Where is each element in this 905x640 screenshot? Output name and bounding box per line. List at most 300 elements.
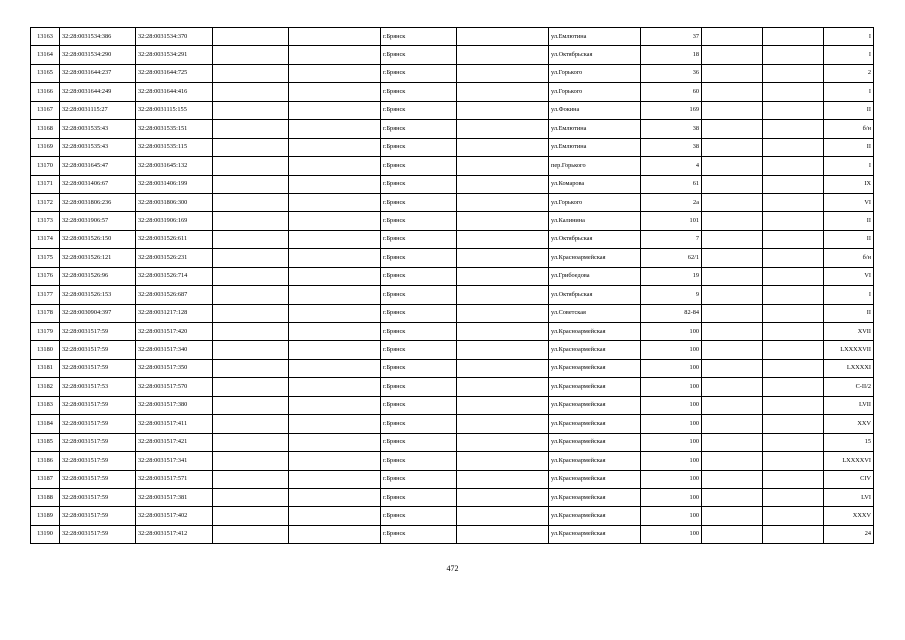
land-cadastral-cell: 32:28:0031526:150 [60, 230, 136, 248]
empty-cell [213, 286, 289, 304]
classification-cell: CIV [824, 470, 874, 488]
empty-cell [289, 249, 381, 267]
classification-cell: б/н [824, 120, 874, 138]
record-number-cell: 13188 [31, 488, 60, 506]
classification-cell: C-II/2 [824, 378, 874, 396]
land-cadastral-cell: 32:28:0031406:67 [60, 175, 136, 193]
empty-cell [289, 120, 381, 138]
empty-cell [289, 323, 381, 341]
classification-cell: II [824, 138, 874, 156]
empty-cell [702, 230, 763, 248]
record-number-cell: 13184 [31, 415, 60, 433]
empty-cell [457, 157, 549, 175]
building-cadastral-cell: 32:28:0031517:381 [136, 488, 213, 506]
city-cell: г.Брянск [381, 46, 457, 64]
empty-cell [289, 28, 381, 46]
street-cell: ул.Горького [549, 83, 641, 101]
empty-cell [763, 175, 824, 193]
empty-cell [702, 83, 763, 101]
empty-cell [213, 267, 289, 285]
house-number-cell: 38 [641, 138, 702, 156]
building-cadastral-cell: 32:28:0031534:370 [136, 28, 213, 46]
empty-cell [457, 396, 549, 414]
empty-cell [702, 452, 763, 470]
empty-cell [289, 46, 381, 64]
empty-cell [763, 470, 824, 488]
building-cadastral-cell: 32:28:0031526:611 [136, 230, 213, 248]
building-cadastral-cell: 32:28:0031115:155 [136, 101, 213, 119]
street-cell: ул.Красноармейская [549, 433, 641, 451]
land-cadastral-cell: 32:28:0031526:153 [60, 286, 136, 304]
building-cadastral-cell: 32:28:0031644:416 [136, 83, 213, 101]
empty-cell [702, 323, 763, 341]
land-cadastral-cell: 32:28:0031644:237 [60, 64, 136, 82]
record-number-cell: 13175 [31, 249, 60, 267]
land-cadastral-cell: 32:28:0031517:59 [60, 525, 136, 543]
empty-cell [289, 507, 381, 525]
record-number-cell: 13171 [31, 175, 60, 193]
city-cell: г.Брянск [381, 138, 457, 156]
empty-cell [763, 286, 824, 304]
table-row [31, 175, 874, 193]
empty-cell [457, 488, 549, 506]
empty-cell [702, 415, 763, 433]
empty-cell [289, 359, 381, 377]
empty-cell [213, 230, 289, 248]
building-cadastral-cell: 32:28:0031517:421 [136, 433, 213, 451]
street-cell: пер.Горького [549, 157, 641, 175]
registry-body [31, 28, 874, 544]
empty-cell [213, 138, 289, 156]
house-number-cell: 100 [641, 507, 702, 525]
empty-cell [213, 46, 289, 64]
land-cadastral-cell: 32:28:0031115:27 [60, 101, 136, 119]
classification-cell: 15 [824, 433, 874, 451]
record-number-cell: 13177 [31, 286, 60, 304]
land-cadastral-cell: 32:28:0031517:59 [60, 488, 136, 506]
street-cell: ул.Красноармейская [549, 470, 641, 488]
house-number-cell: 169 [641, 101, 702, 119]
building-cadastral-cell: 32:28:0031517:411 [136, 415, 213, 433]
table-row [31, 193, 874, 211]
empty-cell [289, 138, 381, 156]
empty-cell [289, 83, 381, 101]
empty-cell [702, 433, 763, 451]
street-cell: ул.Октябрьская [549, 46, 641, 64]
building-cadastral-cell: 32:28:0031517:571 [136, 470, 213, 488]
empty-cell [457, 470, 549, 488]
land-cadastral-cell: 32:28:0031517:59 [60, 433, 136, 451]
empty-cell [702, 488, 763, 506]
empty-cell [702, 304, 763, 322]
city-cell: г.Брянск [381, 286, 457, 304]
empty-cell [702, 396, 763, 414]
empty-cell [213, 193, 289, 211]
empty-cell [763, 323, 824, 341]
table-row [31, 304, 874, 322]
table-row [31, 525, 874, 543]
empty-cell [702, 212, 763, 230]
empty-cell [213, 433, 289, 451]
street-cell: ул.Красноармейская [549, 359, 641, 377]
street-cell: ул.Красноармейская [549, 396, 641, 414]
land-cadastral-cell: 32:28:0031517:53 [60, 378, 136, 396]
classification-cell: LXXXXVII [824, 341, 874, 359]
empty-cell [213, 212, 289, 230]
street-cell: ул.Горького [549, 64, 641, 82]
empty-cell [763, 157, 824, 175]
record-number-cell: 13178 [31, 304, 60, 322]
empty-cell [457, 212, 549, 230]
city-cell: г.Брянск [381, 470, 457, 488]
empty-cell [289, 396, 381, 414]
classification-cell: I [824, 83, 874, 101]
empty-cell [702, 120, 763, 138]
record-number-cell: 13185 [31, 433, 60, 451]
empty-cell [702, 193, 763, 211]
house-number-cell: 19 [641, 267, 702, 285]
street-cell: ул.Красноармейская [549, 525, 641, 543]
land-cadastral-cell: 32:28:0031526:96 [60, 267, 136, 285]
table-row [31, 157, 874, 175]
record-number-cell: 13168 [31, 120, 60, 138]
house-number-cell: 2а [641, 193, 702, 211]
table-row [31, 359, 874, 377]
empty-cell [763, 230, 824, 248]
empty-cell [457, 83, 549, 101]
building-cadastral-cell: 32:28:0031517:570 [136, 378, 213, 396]
table-row [31, 64, 874, 82]
registry-sheet [30, 27, 874, 544]
empty-cell [763, 83, 824, 101]
street-cell: ул.Красноармейская [549, 507, 641, 525]
house-number-cell: 100 [641, 323, 702, 341]
city-cell: г.Брянск [381, 396, 457, 414]
land-cadastral-cell: 32:28:0031645:47 [60, 157, 136, 175]
city-cell: г.Брянск [381, 525, 457, 543]
empty-cell [213, 175, 289, 193]
city-cell: г.Брянск [381, 323, 457, 341]
empty-cell [457, 525, 549, 543]
building-cadastral-cell: 32:28:0031406:199 [136, 175, 213, 193]
city-cell: г.Брянск [381, 101, 457, 119]
street-cell: ул.Октябрьская [549, 230, 641, 248]
empty-cell [457, 46, 549, 64]
empty-cell [457, 433, 549, 451]
city-cell: г.Брянск [381, 28, 457, 46]
empty-cell [213, 64, 289, 82]
city-cell: г.Брянск [381, 507, 457, 525]
table-row [31, 286, 874, 304]
empty-cell [457, 378, 549, 396]
street-cell: ул.Горького [549, 193, 641, 211]
empty-cell [763, 28, 824, 46]
empty-cell [213, 378, 289, 396]
land-cadastral-cell: 32:28:0031517:59 [60, 359, 136, 377]
street-cell: ул.Красноармейская [549, 341, 641, 359]
land-cadastral-cell: 32:28:0030904:397 [60, 304, 136, 322]
empty-cell [457, 452, 549, 470]
empty-cell [213, 323, 289, 341]
empty-cell [702, 28, 763, 46]
empty-cell [213, 101, 289, 119]
empty-cell [289, 341, 381, 359]
table-row [31, 138, 874, 156]
table-row [31, 101, 874, 119]
empty-cell [457, 138, 549, 156]
empty-cell [289, 488, 381, 506]
empty-cell [289, 64, 381, 82]
empty-cell [763, 249, 824, 267]
record-number-cell: 13182 [31, 378, 60, 396]
building-cadastral-cell: 32:28:0031806:300 [136, 193, 213, 211]
empty-cell [763, 396, 824, 414]
building-cadastral-cell: 32:28:0031517:341 [136, 452, 213, 470]
record-number-cell: 13190 [31, 525, 60, 543]
empty-cell [702, 359, 763, 377]
classification-cell: II [824, 304, 874, 322]
empty-cell [213, 341, 289, 359]
house-number-cell: 62/1 [641, 249, 702, 267]
empty-cell [763, 212, 824, 230]
land-cadastral-cell: 32:28:0031517:59 [60, 341, 136, 359]
empty-cell [213, 507, 289, 525]
empty-cell [457, 507, 549, 525]
house-number-cell: 100 [641, 415, 702, 433]
empty-cell [213, 415, 289, 433]
classification-cell: VI [824, 193, 874, 211]
empty-cell [763, 507, 824, 525]
classification-cell: LXXXXI [824, 359, 874, 377]
street-cell: ул.Грибоедова [549, 267, 641, 285]
empty-cell [213, 120, 289, 138]
city-cell: г.Брянск [381, 83, 457, 101]
empty-cell [457, 28, 549, 46]
empty-cell [289, 267, 381, 285]
table-row [31, 415, 874, 433]
empty-cell [763, 64, 824, 82]
house-number-cell: 61 [641, 175, 702, 193]
empty-cell [457, 323, 549, 341]
empty-cell [289, 452, 381, 470]
record-number-cell: 13176 [31, 267, 60, 285]
city-cell: г.Брянск [381, 267, 457, 285]
empty-cell [702, 378, 763, 396]
empty-cell [213, 470, 289, 488]
empty-cell [289, 378, 381, 396]
city-cell: г.Брянск [381, 212, 457, 230]
city-cell: г.Брянск [381, 64, 457, 82]
classification-cell: I [824, 157, 874, 175]
land-cadastral-cell: 32:28:0031534:386 [60, 28, 136, 46]
building-cadastral-cell: 32:28:0031517:420 [136, 323, 213, 341]
table-row [31, 452, 874, 470]
empty-cell [763, 452, 824, 470]
table-row [31, 267, 874, 285]
empty-cell [457, 193, 549, 211]
city-cell: г.Брянск [381, 193, 457, 211]
classification-cell: XVII [824, 323, 874, 341]
page-number: 472 [446, 564, 459, 573]
empty-cell [289, 101, 381, 119]
empty-cell [289, 525, 381, 543]
table-row [31, 83, 874, 101]
record-number-cell: 13183 [31, 396, 60, 414]
street-cell: ул.Емлютина [549, 120, 641, 138]
record-number-cell: 13179 [31, 323, 60, 341]
empty-cell [763, 304, 824, 322]
empty-cell [763, 433, 824, 451]
land-cadastral-cell: 32:28:0031517:59 [60, 415, 136, 433]
classification-cell: 24 [824, 525, 874, 543]
classification-cell: II [824, 212, 874, 230]
street-cell: ул.Красноармейская [549, 452, 641, 470]
empty-cell [213, 396, 289, 414]
empty-cell [702, 138, 763, 156]
table-row [31, 378, 874, 396]
house-number-cell: 36 [641, 64, 702, 82]
empty-cell [457, 359, 549, 377]
classification-cell: 2 [824, 64, 874, 82]
land-cadastral-cell: 32:28:0031517:59 [60, 452, 136, 470]
building-cadastral-cell: 32:28:0031217:128 [136, 304, 213, 322]
street-cell: ул.Фокина [549, 101, 641, 119]
empty-cell [213, 249, 289, 267]
building-cadastral-cell: 32:28:0031517:380 [136, 396, 213, 414]
city-cell: г.Брянск [381, 249, 457, 267]
house-number-cell: 60 [641, 83, 702, 101]
record-number-cell: 13186 [31, 452, 60, 470]
empty-cell [289, 304, 381, 322]
empty-cell [289, 230, 381, 248]
empty-cell [213, 359, 289, 377]
city-cell: г.Брянск [381, 415, 457, 433]
building-cadastral-cell: 32:28:0031526:714 [136, 267, 213, 285]
empty-cell [702, 341, 763, 359]
empty-cell [763, 341, 824, 359]
street-cell: ул.Красноармейская [549, 249, 641, 267]
empty-cell [289, 433, 381, 451]
classification-cell: б/н [824, 249, 874, 267]
street-cell: ул.Красноармейская [549, 415, 641, 433]
building-cadastral-cell: 32:28:0031517:412 [136, 525, 213, 543]
land-cadastral-cell: 32:28:0031535:43 [60, 120, 136, 138]
house-number-cell: 100 [641, 341, 702, 359]
building-cadastral-cell: 32:28:0031526:687 [136, 286, 213, 304]
empty-cell [213, 488, 289, 506]
city-cell: г.Брянск [381, 157, 457, 175]
house-number-cell: 9 [641, 286, 702, 304]
classification-cell: I [824, 286, 874, 304]
house-number-cell: 101 [641, 212, 702, 230]
registry-table [30, 27, 874, 544]
land-cadastral-cell: 32:28:0031517:59 [60, 507, 136, 525]
record-number-cell: 13164 [31, 46, 60, 64]
empty-cell [289, 415, 381, 433]
empty-cell [213, 304, 289, 322]
record-number-cell: 13170 [31, 157, 60, 175]
house-number-cell: 18 [641, 46, 702, 64]
land-cadastral-cell: 32:28:0031806:236 [60, 193, 136, 211]
land-cadastral-cell: 32:28:0031517:59 [60, 323, 136, 341]
empty-cell [702, 249, 763, 267]
empty-cell [763, 359, 824, 377]
table-row [31, 249, 874, 267]
empty-cell [702, 286, 763, 304]
empty-cell [702, 101, 763, 119]
table-row [31, 120, 874, 138]
street-cell: ул.Красноармейская [549, 378, 641, 396]
street-cell: ул.Красноармейская [549, 323, 641, 341]
empty-cell [289, 193, 381, 211]
empty-cell [763, 193, 824, 211]
table-row [31, 46, 874, 64]
classification-cell: II [824, 230, 874, 248]
building-cadastral-cell: 32:28:0031535:115 [136, 138, 213, 156]
city-cell: г.Брянск [381, 359, 457, 377]
classification-cell: VI [824, 267, 874, 285]
record-number-cell: 13167 [31, 101, 60, 119]
city-cell: г.Брянск [381, 120, 457, 138]
city-cell: г.Брянск [381, 304, 457, 322]
empty-cell [213, 83, 289, 101]
street-cell: ул.Красноармейская [549, 488, 641, 506]
classification-cell: I [824, 28, 874, 46]
empty-cell [457, 120, 549, 138]
land-cadastral-cell: 32:28:0031534:290 [60, 46, 136, 64]
house-number-cell: 100 [641, 470, 702, 488]
building-cadastral-cell: 32:28:0031644:725 [136, 64, 213, 82]
land-cadastral-cell: 32:28:0031517:59 [60, 396, 136, 414]
record-number-cell: 13169 [31, 138, 60, 156]
street-cell: ул.Калинина [549, 212, 641, 230]
land-cadastral-cell: 32:28:0031535:43 [60, 138, 136, 156]
empty-cell [763, 488, 824, 506]
classification-cell: XXXV [824, 507, 874, 525]
land-cadastral-cell: 32:28:0031906:57 [60, 212, 136, 230]
empty-cell [763, 120, 824, 138]
empty-cell [702, 470, 763, 488]
empty-cell [702, 267, 763, 285]
empty-cell [289, 286, 381, 304]
empty-cell [763, 138, 824, 156]
empty-cell [213, 525, 289, 543]
building-cadastral-cell: 32:28:0031517:402 [136, 507, 213, 525]
house-number-cell: 7 [641, 230, 702, 248]
building-cadastral-cell: 32:28:0031906:169 [136, 212, 213, 230]
empty-cell [702, 64, 763, 82]
land-cadastral-cell: 32:28:0031517:59 [60, 470, 136, 488]
building-cadastral-cell: 32:28:0031517:350 [136, 359, 213, 377]
empty-cell [213, 28, 289, 46]
land-cadastral-cell: 32:28:0031526:121 [60, 249, 136, 267]
house-number-cell: 38 [641, 120, 702, 138]
classification-cell: LXXXXVI [824, 452, 874, 470]
street-cell: ул.Емлютина [549, 28, 641, 46]
empty-cell [289, 212, 381, 230]
empty-cell [702, 507, 763, 525]
house-number-cell: 100 [641, 396, 702, 414]
house-number-cell: 100 [641, 452, 702, 470]
empty-cell [763, 267, 824, 285]
record-number-cell: 13189 [31, 507, 60, 525]
classification-cell: IX [824, 175, 874, 193]
house-number-cell: 100 [641, 359, 702, 377]
building-cadastral-cell: 32:28:0031534:291 [136, 46, 213, 64]
table-row [31, 212, 874, 230]
empty-cell [457, 101, 549, 119]
classification-cell: LVII [824, 396, 874, 414]
